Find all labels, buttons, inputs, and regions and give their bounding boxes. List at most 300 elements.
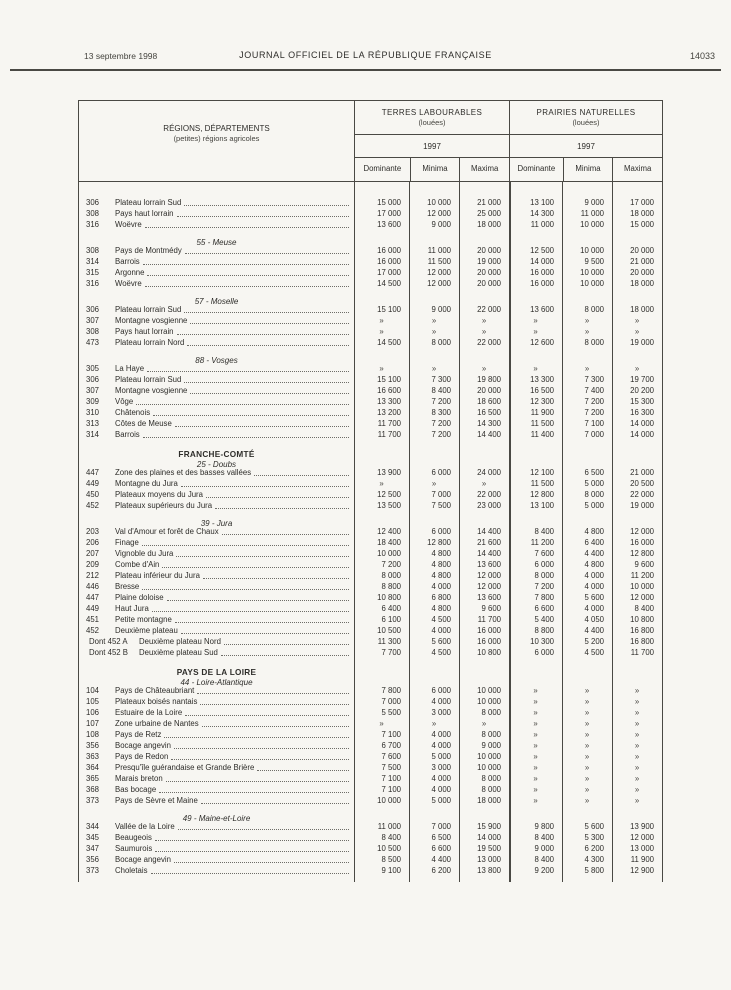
cell-value: 4 300 — [584, 855, 604, 864]
cell-value: 10 000 — [580, 220, 604, 229]
cell-value: 10 800 — [630, 615, 654, 624]
cell-value: » — [481, 316, 487, 325]
column-header-dominante: Dominante — [517, 164, 556, 173]
row-label: Plateau inférieur du Jura — [115, 571, 200, 580]
row-label-cell — [79, 548, 354, 559]
dot-leader — [152, 603, 349, 612]
fermage-table — [78, 100, 663, 882]
dot-leader — [174, 740, 349, 749]
section-label: PAYS DE LA LOIRE — [176, 668, 257, 677]
cell-value: » — [584, 752, 590, 761]
dot-leader — [136, 396, 349, 405]
cell-value: 5 200 — [584, 637, 604, 646]
row-code: 344 — [86, 822, 100, 831]
group-divider — [509, 182, 511, 882]
row-code: 347 — [86, 844, 100, 853]
cell-value: 9 000 — [584, 198, 604, 207]
table-row — [79, 740, 662, 751]
cell-value: 10 000 — [477, 752, 501, 761]
row-label-cell — [79, 467, 354, 478]
cell-value: 7 700 — [381, 648, 401, 657]
row-label: Deuxième plateau Nord — [139, 637, 221, 646]
cell-value: » — [634, 697, 640, 706]
cell-value: 24 000 — [477, 468, 501, 477]
cell-value: 15 100 — [377, 375, 401, 384]
cell-value: 16 000 — [477, 637, 501, 646]
row-label: Plateaux supérieurs du Jura — [115, 501, 213, 510]
table-row — [79, 784, 662, 795]
department-header — [79, 806, 354, 821]
cell-value: 11 500 — [530, 479, 554, 488]
label-column-header — [79, 101, 354, 181]
cell-value: » — [533, 796, 538, 805]
cell-value: 10 000 — [580, 279, 604, 288]
row-label-cell — [79, 685, 354, 696]
cell-value: » — [584, 763, 590, 772]
cell-value: 5 800 — [584, 866, 604, 875]
table-row — [79, 729, 662, 740]
cell-value: 8 000 — [431, 338, 451, 347]
cell-value: 6 800 — [431, 593, 451, 602]
cell-value: 4 400 — [584, 626, 604, 635]
row-code: 313 — [86, 419, 100, 428]
row-label: Finage — [115, 538, 139, 547]
cell-value: 4 000 — [431, 697, 451, 706]
cell-value: » — [584, 785, 590, 794]
cell-value: 10 500 — [377, 626, 401, 635]
cell-value: » — [533, 730, 538, 739]
table-row — [79, 773, 662, 784]
region-header — [79, 658, 354, 677]
dot-leader — [184, 197, 349, 206]
dot-leader — [221, 647, 349, 656]
row-label: Montagne du Jura — [115, 479, 178, 488]
row-code: 308 — [86, 246, 100, 255]
cell-value: 13 600 — [530, 305, 554, 314]
dot-leader — [162, 559, 349, 568]
table-row — [79, 407, 662, 418]
cell-value: 12 000 — [427, 268, 451, 277]
cell-value: 9 600 — [481, 604, 501, 613]
row-code: 305 — [86, 364, 100, 373]
cell-value: 11 000 — [377, 822, 401, 831]
dot-leader — [177, 208, 349, 217]
cell-value: » — [584, 774, 590, 783]
table-row — [79, 278, 662, 289]
cell-value: 13 500 — [377, 501, 401, 510]
row-label-cell — [79, 647, 354, 658]
cell-value: 17 000 — [377, 209, 401, 218]
row-code: 307 — [86, 386, 100, 395]
row-label-cell — [79, 315, 354, 326]
cell-value: » — [634, 719, 640, 728]
cell-value: 4 050 — [584, 615, 604, 624]
cell-value: 11 700 — [377, 430, 401, 439]
table-row — [79, 647, 662, 658]
cell-value: » — [533, 785, 538, 794]
cell-value: 11 200 — [630, 571, 654, 580]
row-code: 206 — [86, 538, 100, 547]
row-label-cell — [79, 821, 354, 832]
row-label: Pays de Montmédy — [115, 246, 182, 255]
cell-value: 7 500 — [431, 501, 451, 510]
column-header-maxima: Maxima — [459, 158, 509, 181]
cell-value: 4 800 — [431, 604, 451, 613]
cell-value: » — [481, 719, 487, 728]
department-header — [79, 230, 354, 245]
cell-value: 8 000 — [481, 774, 501, 783]
row-label-cell — [79, 729, 354, 740]
group-title — [510, 101, 662, 134]
cell-value: » — [634, 708, 640, 717]
cell-value: » — [379, 479, 384, 488]
cell-value: 12 800 — [630, 549, 654, 558]
table-row — [79, 478, 662, 489]
row-label: Bas bocage — [115, 785, 157, 794]
table-row — [79, 337, 662, 348]
cell-value: 6 600 — [431, 844, 451, 853]
row-label: Pays de Redon — [115, 752, 169, 761]
row-code: 356 — [86, 741, 100, 750]
row-label-cell — [79, 570, 354, 581]
dot-leader — [190, 315, 349, 324]
cell-value: 19 800 — [477, 375, 501, 384]
row-label-cell — [79, 581, 354, 592]
dot-leader — [190, 385, 349, 394]
cell-value: 13 800 — [477, 866, 501, 875]
cell-value: 6 400 — [584, 538, 604, 547]
cell-value: 7 400 — [584, 386, 604, 395]
section-label: 39 - Jura — [200, 519, 233, 528]
dot-leader — [178, 821, 349, 830]
row-label-cell — [79, 326, 354, 337]
cell-value: 4 800 — [431, 571, 451, 580]
cell-value: 18 400 — [377, 538, 401, 547]
cell-value: 11 900 — [530, 408, 554, 417]
table-row — [79, 751, 662, 762]
cell-value: 16 000 — [530, 279, 554, 288]
row-label: Pays de Sèvre et Maine — [115, 796, 198, 805]
group-terres-labourables — [354, 101, 509, 181]
dot-leader — [147, 267, 349, 276]
row-label: Châtenois — [115, 408, 151, 417]
table-row — [79, 245, 662, 256]
cell-value: 5 000 — [431, 796, 451, 805]
row-label-cell — [79, 500, 354, 511]
group-year: 1997 — [510, 134, 662, 158]
row-label: Deuxième plateau Sud — [139, 648, 218, 657]
cell-value: 8 000 — [481, 730, 501, 739]
table-row — [79, 467, 662, 478]
cell-value: 8 400 — [534, 527, 554, 536]
cell-value: 12 800 — [427, 538, 451, 547]
row-label-cell — [79, 418, 354, 429]
cell-value: 18 000 — [630, 279, 654, 288]
row-label-cell — [79, 614, 354, 625]
cell-value: 11 400 — [530, 430, 554, 439]
cell-value: 9 000 — [481, 741, 501, 750]
row-label-cell — [79, 245, 354, 256]
table-body — [79, 182, 662, 882]
cell-value: 11 500 — [530, 419, 554, 428]
row-code: 316 — [86, 220, 100, 229]
group-prairies-naturelles — [509, 101, 662, 181]
cell-value: 7 600 — [381, 752, 401, 761]
cell-value: 11 700 — [630, 648, 654, 657]
dot-leader — [222, 526, 349, 535]
cell-value: 4 500 — [584, 648, 604, 657]
dot-leader — [184, 304, 349, 313]
section-label: FRANCHE-COMTÉ — [178, 450, 255, 459]
row-code: 306 — [86, 305, 100, 314]
column-header-dominante: Dominante — [363, 164, 402, 173]
table-row — [79, 304, 662, 315]
cell-value: » — [533, 741, 538, 750]
cell-value: 7 000 — [584, 430, 604, 439]
row-code: 308 — [86, 327, 100, 336]
cell-value: 18 000 — [630, 209, 654, 218]
cell-value: 7 100 — [381, 774, 401, 783]
cell-value: » — [634, 785, 640, 794]
cell-value: 20 200 — [630, 386, 654, 395]
dot-leader — [155, 832, 349, 841]
row-label: Bocage angevin — [115, 855, 171, 864]
table-row — [79, 614, 662, 625]
cell-value: 7 000 — [431, 822, 451, 831]
dot-leader — [177, 326, 349, 335]
cell-value: 12 000 — [630, 833, 654, 842]
dot-leader — [187, 337, 349, 346]
cell-value: » — [533, 327, 538, 336]
row-label-cell — [79, 762, 354, 773]
row-label-cell — [79, 707, 354, 718]
cell-value: 13 600 — [477, 560, 501, 569]
dot-leader — [159, 784, 349, 793]
section-label: 49 - Maine-et-Loire — [182, 814, 251, 823]
cell-value: » — [584, 316, 590, 325]
cell-value: 8 400 — [431, 386, 451, 395]
row-code: 316 — [86, 279, 100, 288]
row-label: Deuxième plateau — [115, 626, 178, 635]
row-code: 452 — [86, 501, 100, 510]
cell-value: 13 300 — [530, 375, 554, 384]
dot-leader — [155, 843, 349, 852]
cell-value: » — [584, 686, 590, 695]
row-label-cell — [79, 489, 354, 500]
cell-value: 8 300 — [431, 408, 451, 417]
cell-value: 10 000 — [427, 198, 451, 207]
dot-leader — [181, 478, 349, 487]
group-title — [355, 101, 509, 134]
dot-leader — [171, 751, 349, 760]
column-divider — [562, 182, 563, 882]
row-label-cell — [79, 559, 354, 570]
column-header-minima: Minima — [410, 158, 460, 181]
cell-value: » — [634, 364, 640, 373]
table-row — [79, 256, 662, 267]
cell-value: 5 400 — [534, 615, 554, 624]
cell-value: 15 100 — [377, 305, 401, 314]
cell-value: » — [379, 316, 384, 325]
cell-value: » — [584, 741, 590, 750]
table-row — [79, 197, 662, 208]
cell-value: » — [584, 719, 590, 728]
row-label: Bresse — [115, 582, 140, 591]
cell-value: 11 300 — [377, 637, 401, 646]
cell-value: 4 000 — [431, 730, 451, 739]
table-row — [79, 854, 662, 865]
cell-value: 20 500 — [630, 479, 654, 488]
cell-value: 21 000 — [630, 257, 654, 266]
dot-leader — [201, 795, 349, 804]
cell-value: 4 800 — [584, 527, 604, 536]
table-row — [79, 396, 662, 407]
row-code: 310 — [86, 408, 100, 417]
row-code: 473 — [86, 338, 100, 347]
row-code: 105 — [86, 697, 100, 706]
cell-value: 18 600 — [477, 397, 501, 406]
dot-leader — [176, 548, 349, 557]
cell-value: 13 600 — [477, 593, 501, 602]
dot-leader — [143, 429, 349, 438]
cell-value: 4 500 — [431, 615, 451, 624]
row-label-cell — [79, 625, 354, 636]
page-number: 14033 — [689, 51, 715, 61]
row-code: 306 — [86, 198, 100, 207]
row-label-cell — [79, 429, 354, 440]
dot-leader — [145, 219, 349, 228]
row-code: 373 — [86, 866, 100, 875]
cell-value: 7 300 — [584, 375, 604, 384]
row-code: 106 — [86, 708, 100, 717]
cell-value: 9 000 — [431, 220, 451, 229]
row-code: 345 — [86, 833, 100, 842]
row-label: Pays de Châteaubriant — [115, 686, 195, 695]
cell-value: 12 500 — [530, 246, 554, 255]
row-label-cell — [79, 696, 354, 707]
cell-value: 3 000 — [431, 708, 451, 717]
cell-value: 14 300 — [530, 209, 554, 218]
cell-value: 4 000 — [431, 582, 451, 591]
dot-leader — [184, 374, 349, 383]
table-row — [79, 267, 662, 278]
row-label: Bocage angevin — [115, 741, 171, 750]
cell-value: 7 800 — [381, 686, 401, 695]
group-title-text: PRAIRIES NATURELLES — [536, 108, 636, 117]
dot-leader — [142, 581, 349, 590]
row-label: Côtes de Meuse — [115, 419, 172, 428]
row-code: Dont 452 B — [89, 648, 129, 657]
row-label: Plateau lorrain Sud — [115, 375, 182, 384]
cell-value: 11 200 — [530, 538, 554, 547]
row-label-cell — [79, 832, 354, 843]
cell-value: 19 700 — [630, 375, 654, 384]
cell-value: » — [584, 796, 590, 805]
row-label-cell — [79, 385, 354, 396]
cell-value: 5 500 — [381, 708, 401, 717]
cell-value: » — [379, 719, 384, 728]
row-label: Saumurois — [115, 844, 153, 853]
cell-value: » — [533, 708, 538, 717]
cell-value: 16 000 — [377, 257, 401, 266]
row-label: Plateau lorrain Sud — [115, 198, 182, 207]
cell-value: 12 000 — [427, 209, 451, 218]
cell-value: 16 000 — [630, 538, 654, 547]
cell-value: 8 400 — [634, 604, 654, 613]
dot-leader — [181, 625, 349, 634]
cell-value: » — [584, 697, 590, 706]
dot-leader — [200, 696, 349, 705]
table-row — [79, 592, 662, 603]
cell-value: » — [481, 479, 487, 488]
cell-value: 16 000 — [377, 246, 401, 255]
cell-value: 11 000 — [580, 209, 604, 218]
group-title-text: TERRES LABOURABLES — [381, 108, 483, 117]
dot-leader — [142, 537, 349, 546]
row-code: 104 — [86, 686, 100, 695]
department-header — [79, 289, 354, 304]
department-header — [79, 511, 354, 526]
row-label-cell — [79, 526, 354, 537]
region-header — [79, 440, 354, 459]
dot-leader — [254, 467, 349, 476]
label-header-line2: (petites) régions agricoles — [173, 134, 260, 143]
cell-value: 19 000 — [630, 501, 654, 510]
row-label: Pays haut lorrain — [115, 209, 174, 218]
row-code: 207 — [86, 549, 100, 558]
cell-value: 13 000 — [477, 855, 501, 864]
row-code: 450 — [86, 490, 100, 499]
cell-value: 16 800 — [630, 637, 654, 646]
row-code: 108 — [86, 730, 100, 739]
cell-value: 13 300 — [377, 397, 401, 406]
row-code: 203 — [86, 527, 100, 536]
dot-leader — [166, 773, 349, 782]
row-label-cell — [79, 278, 354, 289]
table-row — [79, 603, 662, 614]
cell-value: 6 000 — [534, 560, 554, 569]
cell-value: 9 100 — [381, 866, 401, 875]
row-label: Presqu'île guérandaise et Grande Brière — [115, 763, 255, 772]
section-label: 57 - Moselle — [194, 297, 239, 306]
row-label: Beaugeois — [115, 833, 152, 842]
cell-value: 19 500 — [477, 844, 501, 853]
cell-value: 6 000 — [431, 686, 451, 695]
row-code: 306 — [86, 375, 100, 384]
cell-value: 17 000 — [630, 198, 654, 207]
cell-value: 8 000 — [481, 708, 501, 717]
cell-value: » — [431, 327, 437, 336]
cell-value: 6 000 — [431, 527, 451, 536]
cell-value: 6 500 — [584, 468, 604, 477]
cell-value: » — [533, 364, 538, 373]
row-label-cell — [79, 407, 354, 418]
row-label: Plateaux moyens du Jura — [115, 490, 203, 499]
table-row — [79, 363, 662, 374]
cell-value: 21 000 — [477, 198, 501, 207]
row-code: 307 — [86, 316, 100, 325]
row-label: Woëvre — [115, 279, 142, 288]
row-label: Combe d'Ain — [115, 560, 160, 569]
table-row — [79, 208, 662, 219]
row-label-cell — [79, 337, 354, 348]
row-code: 373 — [86, 796, 100, 805]
row-code: 364 — [86, 763, 100, 772]
row-label-cell — [79, 537, 354, 548]
row-label: Plateau lorrain Sud — [115, 305, 182, 314]
row-code: 209 — [86, 560, 100, 569]
row-label: Pays haut lorrain — [115, 327, 174, 336]
